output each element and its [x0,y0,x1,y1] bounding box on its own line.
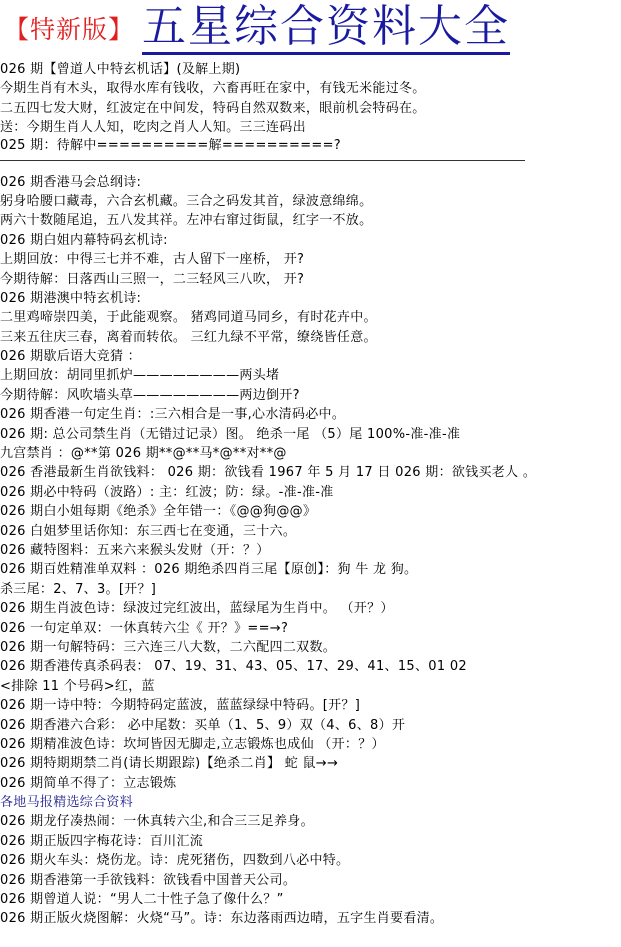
text-line: 026 期白小姐每期《绝杀》全年错一：《@@狗@@》 [0,504,317,520]
text-line: 026 期精准波色诗：坎坷皆因无脚走,立志锻炼也成仙 （开：？） [0,736,385,752]
text-line: 026 期百姓精准单双料 ：026 期绝杀四肖三尾【原创】：狗 牛 龙 狗。 [0,562,418,578]
text-line: 上期回放：中得三七并不难，古人留下一座桥， 开? [0,252,305,268]
text-line: 026 期必中特码（波路）: 主：红波；防：绿。-准-准-准 [0,484,334,500]
text-line: 026 期正版火烧图解：火烧“马”。诗：东边落雨西边晴，五字生肖要看清。 [0,911,444,927]
text-line: 今期生肖有木头，取得水库有钱收，六畜再旺在家中，有钱无米能过冬。 [0,81,426,97]
text-line: 026 期生肖波色诗：绿波过完红波出，蓝绿尾为生肖中。 （开？） [0,601,394,617]
text-line: 两六十数随尾追，五八发其祥。左冲右窜过街鼠，红字一不放。 [0,213,373,229]
text-line: 026 期香港马会总纲诗: [0,174,142,190]
text-line: 026 期香港一句定生肖：:三六相合是一事,心水清码必中。 [0,407,346,423]
text-line: 三来五往庆三春，离着而转依。 三红九绿不平常，缭绕皆任意。 [0,329,377,345]
text-line: 026 期正版四字梅花诗：百川汇流 [0,833,204,849]
text-line: 026 香港最新生肖欲钱料： 026 期：欲钱看 1967 年 5 月 17 日 026 期：欲钱买老人 。 [0,465,537,481]
text-line: 026 期歇后语大竞猜 ： [0,349,141,365]
section-heading: 各地马报精选综合资料 [0,795,134,811]
text-line: 今期待解：风吹墙头草————————两边倒开? [0,387,300,403]
text-line: 026 期白姐内幕特码玄机诗: [0,232,168,248]
text-line: 026 期: 总公司禁生肖（无错过记录）图。 绝杀一尾 （5）尾 100%-准-准-准 [0,426,461,442]
text-line: 026 期曾道人说：“男人二十性子急了像什么？” [0,892,284,908]
text-line: 026 期一诗中特：今期特码定蓝波，蓝蓝绿绿中特码。[开？] [0,698,361,714]
text-line: 杀三尾：2、7、3。[开？] [0,581,157,597]
text-line: 026 期香港六合彩： 必中尾数：买单（1、5、9）双（4、6、8）开 [0,717,406,733]
text-line: 026 藏特图料：五来六来猴头发财（开：？） [0,542,270,558]
text-line: 九宫禁肖 ：@**第 026 期**@**马*@**对**@ [0,446,287,462]
text-line: 026 一句定单双：一休真转六尘《 开？》==→? [0,620,289,636]
page-title: 五星综合资料大全 [142,2,510,55]
text-line: 025 期：待解中==========解==========? [0,137,341,153]
text-line: 二五四七发大财，红波定在中间发，特码自然双数来，眼前机会特码在。 [0,100,426,116]
text-line: 送：今期生肖人人知，吃肉之肖人人知。三三连码出 [0,120,306,136]
text-line: 026 期香港第一手欲钱料：欲钱看中国普天公司。 [0,872,297,888]
content-body [0,60,621,929]
text-line: 二里鸡啼崇四美，于此能观察。 猪鸡同道马同乡，有时花卉中。 [0,310,377,326]
text-line: 躬身哈腰口藏毒，六合玄机藏。三合之码发其首，绿波意绵绵。 [0,193,373,209]
text-line: 026 期一句解特码：三六连三八大数，二六配四二双数。 [0,639,337,655]
text-line: 026 白姐梦里话你知：东三西七在变通，三十六。 [0,523,297,539]
divider [0,154,525,161]
text-line: 026 期火车头：烧伤龙。诗：虎死猪伤，四数到八必中特。 [0,853,350,869]
text-line: 026 期龙仔凑热闹：一休真转六尘,和合三三足养身。 [0,814,314,830]
text-line: 026 期香港传真杀码表： 07、19、31、43、05、17、29、41、15、01 02 [0,659,467,675]
text-line: 上期回放：胡同里抓炉————————两头堵 [0,368,280,384]
page-header [0,0,621,60]
text-line: 026 期简单不得了：立志锻炼 [0,775,177,791]
text-line: 026 期【曾道人中特玄机话】(及解上期) [0,62,241,77]
text-line: 026 期特期期禁二肖(请长期跟踪)【绝杀二肖】 蛇 鼠→→ [0,756,339,772]
spacer [0,161,621,173]
text-line: 026 期港澳中特玄机诗: [0,290,142,306]
text-line: <排除 11 个号码>红，蓝 [0,678,155,694]
edition-badge: 【特新版】 [4,15,135,44]
text-line: 今期待解：日落西山三照一，二三轻风三八吹， 开? [0,271,305,287]
